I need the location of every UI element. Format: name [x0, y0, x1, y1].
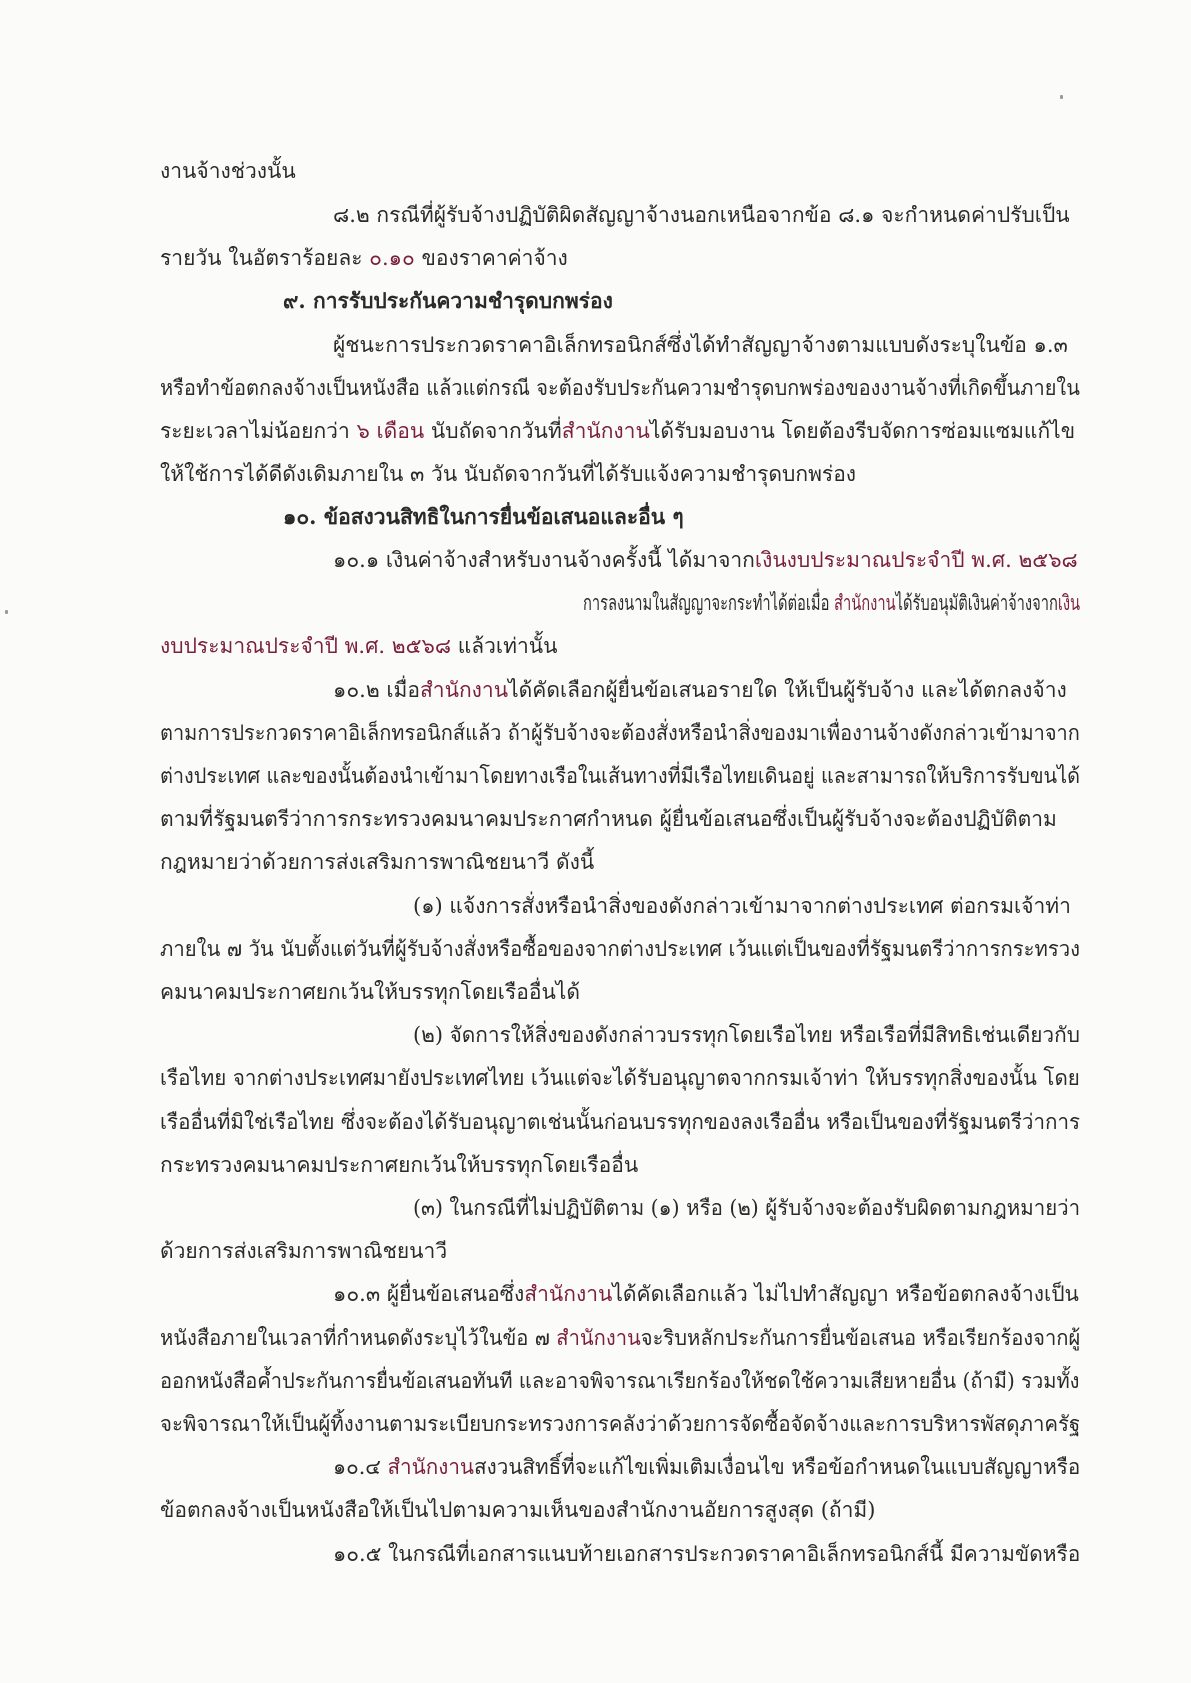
text-line: ตามการประกวดราคาอิเล็กทรอนิกส์แล้ว ถ้าผู้รับจ้างจะต้องสั่งหรือนำสิ่งของมาเพื่องานจ้างดังกล่าวเข้ามาจาก	[160, 721, 1080, 745]
text-line: ให้ใช้การได้ดีดังเดิมภายใน ๓ วัน นับถัดจากวันที่ได้รับแจ้งความชำรุดบกพร่อง	[160, 462, 857, 486]
text-line: ภายใน ๗ วัน นับตั้งแต่วันที่ผู้รับจ้างสั่งหรือซื้อของจากต่างประเทศ เว้นแต่เป็นของที่รัฐมนตรีว่าการกระทรวง	[160, 937, 1081, 961]
highlight-office: สำนักงาน	[419, 678, 509, 702]
text-run: ได้คัดเลือกแล้ว ไม่ไปทำสัญญา หรือข้อตกลงจ้างเป็น	[612, 1282, 1079, 1306]
highlight-office: สำนักงาน	[556, 1326, 641, 1350]
text-run: ได้คัดเลือกผู้ยื่นข้อเสนอรายใด ให้เป็นผู้รับจ้าง และได้ตกลงจ้าง	[508, 678, 1067, 702]
clause-10-3	[333, 1279, 1079, 1309]
clause-10-1	[333, 545, 1078, 575]
highlight-budget: เงินงบประมาณประจำปี พ.ศ. ๒๕๖๘	[754, 548, 1078, 572]
clause-8-2: ๘.๒ กรณีที่ผู้รับจ้างปฏิบัติผิดสัญญาจ้างนอกเหนือจากข้อ ๘.๑ จะกำหนดค่าปรับเป็น	[333, 203, 1070, 227]
text-line: ออกหนังสือค้ำประกันการยื่นข้อเสนอทันที และอาจพิจารณาเรียกร้องให้ชดใช้ความเสียหายอื่น (ถ้ามี) รวมทั้ง	[160, 1369, 1080, 1393]
clause-10-4	[333, 1452, 1080, 1482]
text-run: นับถัดจากวันที่	[424, 419, 562, 443]
text-run: ของราคาค่าจ้าง	[414, 246, 568, 270]
highlight-office: สำนักงาน	[387, 1455, 475, 1479]
text-line: เรือไทย จากต่างประเทศมายังประเทศไทย เว้นแต่จะได้รับอนุญาตจากกรมเจ้าท่า ให้บรรทุกสิ่งของนั้น โดย	[160, 1066, 1080, 1090]
sub-item-2: (๒) จัดการให้สิ่งของดังกล่าวบรรทุกโดยเรือไทย หรือเรือที่มีสิทธิเช่นเดียวกับ	[413, 1023, 1080, 1047]
text-run: จะริบหลักประกันการยื่นข้อเสนอ หรือเรียกร้องจากผู้	[640, 1326, 1081, 1350]
highlight-penalty-rate: ๐.๑๐	[369, 246, 415, 270]
text-line	[160, 1323, 1080, 1353]
text-line	[160, 631, 557, 661]
sub-item-3: (๓) ในกรณีที่ไม่ปฏิบัติตาม (๑) หรือ (๒) ผู้รับจ้างจะต้องรับผิดตามกฎหมายว่า	[413, 1196, 1081, 1220]
text-run: รายวัน ในอัตราร้อยละ	[160, 246, 370, 270]
section-9-heading: ๙. การรับประกันความชำรุดบกพร่อง	[283, 288, 613, 313]
text-line: งานจ้างช่วงนั้น	[160, 159, 296, 183]
text-line: กฎหมายว่าด้วยการส่งเสริมการพาณิชยนาวี ดังนี้	[160, 850, 595, 874]
clause-10-5: ๑๐.๕ ในกรณีที่เอกสารแนบท้ายเอกสารประกวดราคาอิเล็กทรอนิกส์นี้ มีความขัดหรือ	[333, 1542, 1081, 1566]
text-run: ๑๐.๓ ผู้ยื่นข้อเสนอซึ่ง	[333, 1282, 525, 1306]
text-run: การลงนามในสัญญาจะกระทำได้ต่อเมื่อ	[583, 591, 835, 615]
text-run: แล้วเท่านั้น	[451, 634, 558, 658]
text-line: ผู้ชนะการประกวดราคาอิเล็กทรอนิกส์ซึ่งได้ทำสัญญาจ้างตามแบบดังระบุในข้อ ๑.๓	[333, 333, 1068, 357]
text-run: ได้รับมอบงาน โดยต้องรีบจัดการซ่อมแซมแก้ไข	[649, 419, 1076, 443]
text-run: ได้รับอนุมัติเงินค่าจ้างจาก	[895, 591, 1058, 615]
text-line: ข้อตกลงจ้างเป็นหนังสือให้เป็นไปตามความเห็นของสำนักงานอัยการสูงสุด (ถ้ามี)	[160, 1498, 876, 1522]
section-10-heading: ๑๐. ข้อสงวนสิทธิในการยื่นข้อเสนอและอื่น ๆ	[283, 504, 684, 529]
sub-item-1: (๑) แจ้งการสั่งหรือนำสิ่งของดังกล่าวเข้ามาจากต่างประเทศ ต่อกรมเจ้าท่า	[413, 894, 1071, 918]
text-line: ต่างประเทศ และของนั้นต้องนำเข้ามาโดยทางเรือในเส้นทางที่มีเรือไทยเดินอยู่ และสามารถให้บริการรับขนได้	[160, 764, 1080, 788]
text-run: สงวนสิทธิ์ที่จะแก้ไขเพิ่มเติมเงื่อนไข หรือข้อกำหนดในแบบสัญญาหรือ	[474, 1455, 1081, 1479]
text-run: ระยะเวลาไม่น้อยกว่า	[160, 419, 357, 443]
text-line	[160, 416, 1075, 446]
text-line	[583, 588, 1080, 618]
text-run: ๑๐.๔	[333, 1455, 388, 1479]
text-run: หนังสือภายในเวลาที่กำหนดดังระบุไว้ในข้อ ๗	[160, 1326, 557, 1350]
highlight-budget: งบประมาณประจำปี พ.ศ. ๒๕๖๘	[160, 634, 452, 658]
scan-speck	[5, 610, 8, 614]
highlight-office: สำนักงาน	[834, 591, 896, 615]
text-run: ๑๐.๑ เงินค่าจ้างสำหรับงานจ้างครั้งนี้ ได้มาจาก	[333, 548, 755, 572]
highlight-warranty-period: ๖ เดือน	[356, 419, 425, 443]
clause-10-2	[333, 675, 1067, 705]
text-line: เรืออื่นที่มิใช่เรือไทย ซึ่งจะต้องได้รับอนุญาตเช่นนั้นก่อนบรรทุกของลงเรืออื่น หรือเป็นของที่รัฐมนตรีว่าการ	[160, 1110, 1081, 1134]
text-line: ตามที่รัฐมนตรีว่าการกระทรวงคมนาคมประกาศกำหนด ผู้ยื่นข้อเสนอซึ่งเป็นผู้รับจ้างจะต้องปฏิบัติตาม	[160, 807, 1057, 831]
text-line: หรือทำข้อตกลงจ้างเป็นหนังสือ แล้วแต่กรณี จะต้องรับประกันความชำรุดบกพร่องของงานจ้างที่เกิดขึ้นภายใน	[160, 376, 1080, 400]
highlight-office: สำนักงาน	[524, 1282, 613, 1306]
scan-speck	[1060, 95, 1063, 99]
text-line: กระทรวงคมนาคมประกาศยกเว้นให้บรรทุกโดยเรืออื่น	[160, 1153, 639, 1177]
highlight-budget: เงิน	[1057, 591, 1081, 615]
text-line: จะพิจารณาให้เป็นผู้ทิ้งงานตามระเบียบกระทรวงการคลังว่าด้วยการจัดซื้อจัดจ้างและการบริหารพัสดุภาครัฐ	[160, 1412, 1081, 1436]
highlight-office: สำนักงาน	[561, 419, 650, 443]
text-run: ๑๐.๒ เมื่อ	[333, 678, 420, 702]
text-line: ด้วยการส่งเสริมการพาณิชยนาวี	[160, 1239, 448, 1263]
text-line	[160, 243, 568, 273]
text-line: คมนาคมประกาศยกเว้นให้บรรทุกโดยเรืออื่นได้	[160, 980, 580, 1004]
